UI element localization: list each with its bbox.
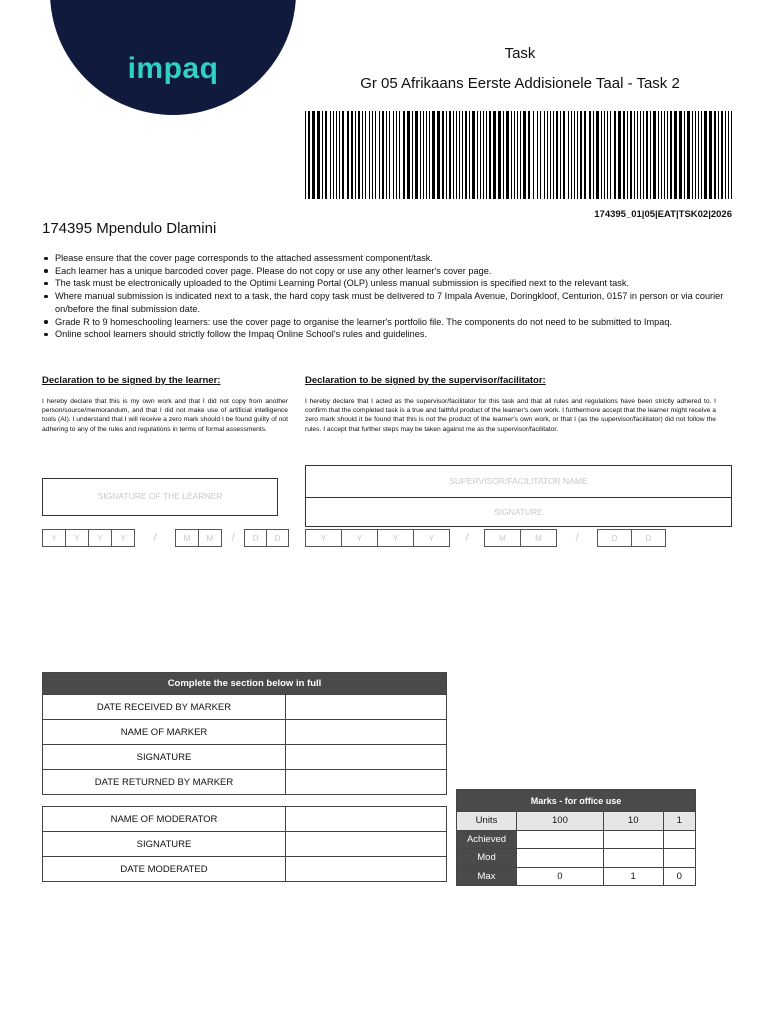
barcode-bar — [580, 111, 582, 199]
barcode-bar — [480, 111, 481, 199]
year-digit[interactable]: Y — [341, 529, 377, 547]
barcode-bar — [342, 111, 345, 199]
barcode-bar — [503, 111, 504, 199]
barcode-bar — [640, 111, 641, 199]
supervisor-name-placeholder: SUPERVISOR/FACILITATOR NAME — [449, 476, 588, 486]
learner-declaration-heading: Declaration to be signed by the learner: — [42, 375, 221, 386]
barcode-bar — [333, 111, 334, 199]
marks-table-heading: Marks - for office use — [457, 790, 696, 812]
barcode-bar — [412, 111, 413, 199]
table-row — [43, 832, 447, 857]
max-value: 0 — [663, 867, 695, 886]
barcode-bar — [725, 111, 726, 199]
year-digit[interactable]: Y — [42, 529, 65, 547]
year-digit[interactable]: Y — [111, 529, 134, 547]
barcode-bar — [674, 111, 677, 199]
barcode-bar — [336, 111, 337, 199]
barcode-bar — [517, 111, 518, 199]
marker-table — [42, 672, 447, 795]
learner-date-day[interactable] — [244, 529, 289, 547]
barcode-bar — [701, 111, 702, 199]
achieved-cell[interactable] — [663, 830, 695, 849]
barcode-bar — [627, 111, 628, 199]
barcode-bar — [382, 111, 385, 199]
barcode-bar — [630, 111, 632, 199]
barcode-bar — [650, 111, 651, 199]
barcode-bar — [429, 111, 430, 199]
barcode-bar — [528, 111, 531, 199]
barcode-bar — [589, 111, 592, 199]
table-row — [457, 830, 696, 849]
marker-row-value[interactable] — [286, 720, 447, 745]
learner-signature-field[interactable] — [42, 478, 278, 516]
barcode-bar — [728, 111, 729, 199]
month-digit[interactable]: M — [520, 529, 556, 547]
day-digit[interactable]: D — [631, 529, 665, 547]
max-label: Max — [457, 867, 517, 886]
achieved-label: Achieved — [457, 830, 517, 849]
year-digit[interactable]: Y — [377, 529, 413, 547]
barcode-bar — [704, 111, 707, 199]
barcode-bar — [322, 111, 323, 199]
marker-row-label: DATE RETURNED BY MARKER — [43, 770, 286, 795]
moderator-row-label: SIGNATURE — [43, 832, 286, 857]
instructions-list — [42, 252, 742, 341]
barcode-bar — [556, 111, 558, 199]
learner-declaration-text: I hereby declare that this is my own work and that I did not copy from another person/source/memorandum, and that I did not make use of artificial intelligence tools (AI). I understand that I will receive a zero mark should I be found guilty of not adhering to any of the rules and regulations in terms of formal assessments. — [42, 398, 288, 433]
barcode-bar — [714, 111, 716, 199]
barcode-bar — [506, 111, 509, 199]
barcode-bar — [437, 111, 440, 199]
table-row — [43, 745, 447, 770]
date-separator: / — [465, 532, 469, 544]
marker-row-label: DATE RECEIVED BY MARKER — [43, 695, 286, 720]
units-value: 1 — [663, 812, 695, 831]
barcode-bar — [533, 111, 535, 199]
barcode-bar — [658, 111, 659, 199]
max-value: 1 — [603, 867, 663, 886]
marker-row-value[interactable] — [286, 695, 447, 720]
table-row — [457, 812, 696, 831]
barcode-bar — [407, 111, 410, 199]
instruction-item: Each learner has a unique barcoded cover page. Please do not copy or use any other learner's cover page. — [42, 265, 742, 278]
barcode-bar — [420, 111, 421, 199]
supervisor-signature-field[interactable] — [305, 497, 732, 527]
barcode-bar — [721, 111, 723, 199]
barcode-bar — [446, 111, 447, 199]
barcode-bar — [489, 111, 491, 199]
barcode-bar — [596, 111, 599, 199]
barcode-bar — [379, 111, 380, 199]
barcode-bar — [456, 111, 457, 199]
barcode-bar — [312, 111, 315, 199]
units-value: 100 — [517, 812, 604, 831]
moderator-row-value[interactable] — [286, 807, 447, 832]
marker-row-value[interactable] — [286, 770, 447, 795]
learner-date-month[interactable] — [175, 529, 222, 547]
learner-name: 174395 Mpendulo Dlamini — [42, 220, 217, 237]
barcode-bar — [393, 111, 394, 199]
table-row — [43, 857, 447, 882]
barcode-bar — [601, 111, 602, 199]
mod-cell[interactable] — [663, 849, 695, 868]
year-digit[interactable]: Y — [305, 529, 341, 547]
barcode-bar — [643, 111, 644, 199]
instruction-item: Grade R to 9 homeschooling learners: use the cover page to organise the learner's portfolio file. The components do not need to be submitted to Impaq. — [42, 316, 742, 329]
barcode-bar — [362, 111, 363, 199]
achieved-cell[interactable] — [603, 830, 663, 849]
barcode-bar — [523, 111, 526, 199]
supervisor-name-field[interactable] — [305, 465, 732, 497]
achieved-cell[interactable] — [517, 830, 604, 849]
barcode-bar — [679, 111, 682, 199]
barcode-bar — [731, 111, 732, 199]
barcode-bar — [695, 111, 696, 199]
barcode-bar — [432, 111, 435, 199]
day-digit[interactable]: D — [266, 529, 288, 547]
table-row — [457, 867, 696, 886]
barcode-bar — [550, 111, 551, 199]
moderator-row-value[interactable] — [286, 857, 447, 882]
barcode-bar — [661, 111, 662, 199]
barcode-bar — [369, 111, 370, 199]
barcode-bar — [577, 111, 578, 199]
barcode-bar — [317, 111, 320, 199]
barcode-bar — [574, 111, 575, 199]
supervisor-date-month[interactable] — [484, 529, 557, 547]
barcode-bar — [653, 111, 656, 199]
supervisor-date-day[interactable] — [597, 529, 666, 547]
moderator-table — [42, 806, 447, 882]
date-separator: / — [153, 532, 157, 544]
learner-date-year[interactable] — [42, 529, 135, 547]
barcode-bar — [483, 111, 484, 199]
barcode-bar — [375, 111, 377, 199]
barcode-bar — [442, 111, 444, 199]
barcode-bar — [667, 111, 668, 199]
barcode-bar — [389, 111, 390, 199]
barcode-bar — [537, 111, 538, 199]
barcode-bar — [358, 111, 360, 199]
units-label: Units — [457, 812, 517, 831]
moderator-row-label: DATE MODERATED — [43, 857, 286, 882]
logo-text: impaq — [127, 52, 219, 85]
barcode-bar — [637, 111, 638, 199]
barcode-text: 174395_01|05|EAT|TSK02|2026 — [594, 209, 732, 220]
year-digit[interactable]: Y — [88, 529, 111, 547]
marker-row-value[interactable] — [286, 745, 447, 770]
barcode-bar — [544, 111, 545, 199]
barcode-bar — [568, 111, 569, 199]
barcode-bar — [593, 111, 594, 199]
barcode-bar — [614, 111, 617, 199]
supervisor-signature-placeholder: SIGNATURE — [494, 507, 543, 517]
month-digit[interactable]: M — [484, 529, 520, 547]
day-digit[interactable]: D — [597, 529, 631, 547]
barcode-bar — [305, 111, 306, 199]
barcode-bar — [718, 111, 719, 199]
barcode-bar — [477, 111, 478, 199]
barcode-bar — [540, 111, 542, 199]
barcode-bar — [618, 111, 621, 199]
barcode-bar — [687, 111, 690, 199]
barcode-bar — [462, 111, 463, 199]
barcode-bar — [308, 111, 310, 199]
barcode-bar — [493, 111, 496, 199]
date-separator: / — [575, 532, 579, 544]
barcode-bar — [571, 111, 572, 199]
marker-table-heading: Complete the section below in full — [43, 673, 447, 695]
barcode-bar — [709, 111, 712, 199]
barcode-bar — [396, 111, 397, 199]
barcode-bar — [399, 111, 401, 199]
barcode-bar — [372, 111, 373, 199]
task-label: Task — [504, 45, 536, 62]
barcode-bar — [415, 111, 418, 199]
barcode-bar — [347, 111, 350, 199]
barcode-bar — [664, 111, 665, 199]
barcode-bar — [511, 111, 512, 199]
mod-cell[interactable] — [517, 849, 604, 868]
barcode-bar — [498, 111, 501, 199]
month-digit[interactable]: M — [198, 529, 221, 547]
impaq-logo — [50, 0, 296, 115]
barcode-bar — [325, 111, 328, 199]
moderator-row-value[interactable] — [286, 832, 447, 857]
barcode-bar — [426, 111, 427, 199]
barcode-bar — [520, 111, 521, 199]
supervisor-declaration-heading: Declaration to be signed by the supervisor/facilitator: — [305, 375, 546, 386]
supervisor-date-field[interactable] — [305, 529, 666, 547]
mod-cell[interactable] — [603, 849, 663, 868]
barcode-bar — [486, 111, 487, 199]
marker-row-label: NAME OF MARKER — [43, 720, 286, 745]
barcode-bar — [472, 111, 475, 199]
barcode-bar — [684, 111, 685, 199]
instruction-item: Please ensure that the cover page corresponds to the attached assessment component/task. — [42, 252, 742, 265]
year-digit[interactable]: Y — [65, 529, 88, 547]
barcode-bar — [339, 111, 340, 199]
barcode-bar — [634, 111, 635, 199]
barcode-bar — [449, 111, 451, 199]
learner-signature-placeholder: SIGNATURE OF THE LEARNER — [97, 491, 223, 501]
barcode-bar — [584, 111, 587, 199]
marker-row-label: SIGNATURE — [43, 745, 286, 770]
barcode-bar — [355, 111, 356, 199]
max-value: 0 — [517, 867, 604, 886]
barcode-bar — [560, 111, 561, 199]
barcode-bar — [547, 111, 548, 199]
barcode-bar — [563, 111, 566, 199]
instruction-item: The task must be electronically uploaded to the Optimi Learning Portal (OLP) unless manual submission is specified next to the relevant task. — [42, 277, 742, 290]
barcode-bar — [365, 111, 366, 199]
learner-date-field[interactable] — [42, 529, 289, 547]
table-row — [43, 695, 447, 720]
barcode-bar — [453, 111, 454, 199]
barcode-bar — [469, 111, 470, 199]
date-separator: / — [231, 532, 235, 544]
barcode-bar — [607, 111, 608, 199]
mod-label: Mod — [457, 849, 517, 868]
instruction-item: Where manual submission is indicated next to a task, the hard copy task must be delivered to 7 Impala Avenue, Doringkloof, Centurion, 0157 in person or via courier on/before the final submission date. — [42, 290, 742, 315]
barcode-bar — [514, 111, 515, 199]
year-digit[interactable]: Y — [413, 529, 449, 547]
barcode-bar — [692, 111, 693, 199]
barcode-bar — [403, 111, 406, 199]
table-row — [43, 807, 447, 832]
barcode-bar — [386, 111, 387, 199]
table-row — [43, 770, 447, 795]
table-row — [457, 849, 696, 868]
barcode-bar — [698, 111, 699, 199]
month-digit[interactable]: M — [175, 529, 198, 547]
barcode-bar — [423, 111, 424, 199]
instruction-item: Online school learners should strictly follow the Impaq Online School's rules and guidelines. — [42, 328, 742, 341]
barcode-bar — [610, 111, 611, 199]
barcode-bar — [351, 111, 353, 199]
barcode-bar — [330, 111, 331, 199]
barcode-bar — [623, 111, 625, 199]
barcode-bar — [459, 111, 460, 199]
barcode-bar — [465, 111, 467, 199]
barcode-bar — [670, 111, 672, 199]
barcode-bar — [553, 111, 554, 199]
units-value: 10 — [603, 812, 663, 831]
table-row — [43, 720, 447, 745]
supervisor-date-year[interactable] — [305, 529, 450, 547]
barcode-bar — [604, 111, 605, 199]
task-title: Gr 05 Afrikaans Eerste Addisionele Taal - Task 2 — [360, 75, 680, 92]
barcode — [305, 111, 732, 199]
supervisor-declaration-text: I hereby declare that I acted as the supervisor/facilitator for this task and that all rules and regulations have been strictly adhered to. I confirm that the completed task is a true and faithful product of the learner's own work. I furthermore accept that the learner might receive a zero mark should it be found that this is not the product of the learner's own work, or that I (as the supervisor/facilitator) did not follow the rules. I accept that further steps may be taken against me as the supervisor/facilitator. — [305, 398, 716, 433]
marks-table — [456, 789, 696, 886]
moderator-row-label: NAME OF MODERATOR — [43, 807, 286, 832]
day-digit[interactable]: D — [244, 529, 266, 547]
barcode-bar — [646, 111, 648, 199]
